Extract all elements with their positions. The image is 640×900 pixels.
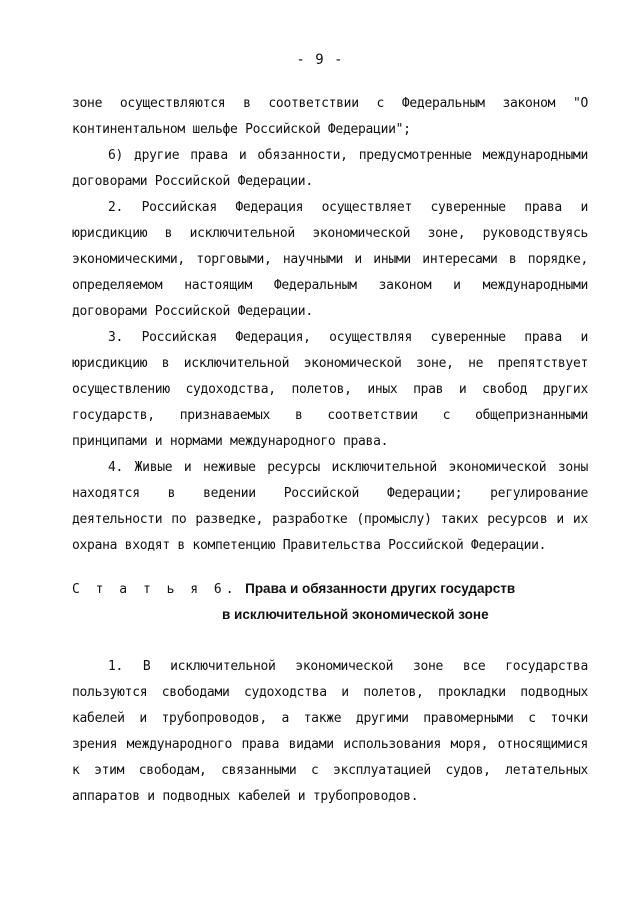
article-title: Права и обязанности других государств [245, 581, 516, 596]
paragraph-line: аппаратов и подводных кабелей и трубопроводов. [72, 789, 419, 804]
article-heading-line [72, 576, 588, 602]
paragraph-line: пользуются свободами судоходства и полетов, прокладки подводных [72, 685, 588, 700]
paragraph-line: государств, признаваемых в соответствии с общепризнанными [72, 408, 588, 423]
paragraph-line: юрисдикцию в исключительной экономической зоне, не препятствует [72, 356, 588, 371]
article-title: в исключительной экономической зоне [222, 607, 489, 622]
paragraph-line: 6) другие права и обязанности, предусмотренные международными [108, 148, 588, 163]
paragraph-line: континентальном шельфе Российской Федерации"; [72, 122, 411, 137]
paragraph-line: зоне осуществляются в соответствии с Федеральным законом "О [72, 96, 588, 111]
paragraph-line: принципами и нормами международного права. [72, 434, 389, 449]
paragraph-line: определяемом настоящим Федеральным законом и международными [72, 278, 588, 293]
paragraph-line: кабелей и трубопроводов, а также другими правомерными с точки [72, 711, 588, 726]
article-heading [72, 576, 588, 628]
article-heading-line [72, 602, 588, 628]
document-body [72, 91, 588, 559]
paragraph-line: 2. Российская Федерация осуществляет суверенные права и [108, 200, 588, 215]
paragraph-line: 3. Российская Федерация, осуществляя суверенные права и [108, 330, 588, 345]
article-label: С т а т ь я 6. [72, 582, 238, 597]
page-number: - 9 - [296, 52, 344, 68]
paragraph-line: к этим свободам, связанными с эксплуатацией судов, летательных [72, 763, 588, 778]
paragraph-line: 1. В исключительной экономической зоне все государства [108, 659, 588, 674]
paragraph-line: договорами Российской Федерации. [72, 304, 313, 319]
paragraph-line: экономическими, торговыми, научными и иными интересами в порядке, [72, 252, 588, 267]
paragraph-line: охрана входят в компетенцию Правительства Российской Федерации. [72, 538, 547, 553]
paragraph-line: 4. Живые и неживые ресурсы исключительной экономической зоны [108, 460, 588, 475]
paragraph-line: осуществлению судоходства, полетов, иных прав и свобод других [72, 382, 588, 397]
paragraph-line: договорами Российской Федерации. [72, 174, 313, 189]
paragraph-line: юрисдикцию в исключительной экономической зоне, руководствуясь [72, 226, 588, 241]
article-body [72, 654, 588, 810]
paragraph-line: деятельности по разведке, разработке (промыслу) таких ресурсов и их [72, 512, 588, 527]
paragraph-line: зрения международного права видами использования моря, относящимися [72, 737, 588, 752]
paragraph-line: находятся в ведении Российской Федерации; регулирование [72, 486, 588, 501]
